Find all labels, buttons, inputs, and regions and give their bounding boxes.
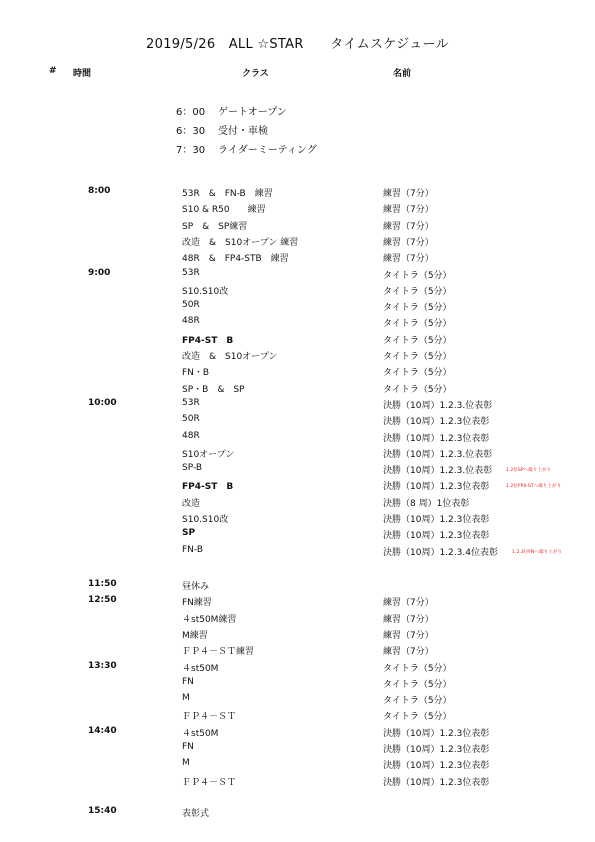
table-row bbox=[0, 709, 595, 725]
preliminary-item bbox=[176, 141, 317, 156]
row-class: FN練習 bbox=[182, 598, 212, 609]
row-time: 10:00 bbox=[88, 397, 117, 408]
row-name: タイトラ（5分） bbox=[383, 712, 452, 723]
preliminary-time: 6：30 bbox=[176, 126, 206, 137]
row-class: S10.S10改 bbox=[182, 515, 229, 525]
row-time: 15:40 bbox=[88, 806, 117, 816]
row-class: FP4-ST B bbox=[182, 335, 234, 346]
table-row bbox=[0, 496, 595, 512]
row-name: 練習（7分） bbox=[383, 237, 434, 248]
row-class: 改造 & S10オープン bbox=[182, 352, 278, 362]
table-row bbox=[0, 219, 595, 235]
row-class: ４st50M bbox=[182, 728, 219, 739]
preliminary-time: 7：30 bbox=[176, 145, 206, 156]
row-name: タイトラ（5分） bbox=[383, 286, 452, 297]
row-note: 1.2.3位FNへ繰り上がり bbox=[512, 549, 562, 555]
row-name: タイトラ（5分） bbox=[383, 368, 452, 379]
row-name: タイトラ（5分） bbox=[383, 352, 452, 362]
preliminary-label: 受付・車検 bbox=[218, 126, 268, 137]
table-row bbox=[0, 693, 595, 709]
row-class: SP-B bbox=[182, 463, 203, 474]
row-class: 48R bbox=[182, 430, 200, 441]
table-row bbox=[0, 726, 595, 742]
table-row bbox=[0, 235, 595, 251]
row-class: 48R bbox=[182, 316, 200, 327]
row-class: M bbox=[182, 758, 190, 769]
row-class: M練習 bbox=[182, 630, 208, 641]
row-name: 決勝（10周）1.2.3位表彰 bbox=[383, 531, 490, 542]
table-row bbox=[0, 382, 595, 398]
row-class: FN・B bbox=[182, 368, 210, 379]
table-row bbox=[0, 251, 595, 267]
table-row bbox=[0, 528, 595, 544]
row-class: 表彰式 bbox=[182, 809, 210, 819]
table-row bbox=[0, 414, 595, 430]
row-class: M bbox=[182, 693, 190, 704]
row-name: 決勝（10周）1.2.3位表彰 bbox=[383, 777, 490, 788]
row-name: 練習（7分） bbox=[383, 205, 434, 216]
table-row bbox=[0, 742, 595, 758]
preliminary-time: 6：00 bbox=[176, 107, 206, 118]
table-row bbox=[0, 512, 595, 528]
row-class: FN bbox=[182, 676, 194, 687]
row-class: 改造 bbox=[182, 498, 201, 509]
document-title: 2019/5/26 ALL ☆STAR タイムスケジュール bbox=[146, 37, 449, 52]
row-name: 練習（7分） bbox=[383, 598, 434, 609]
row-class: S10 & R50 練習 bbox=[182, 205, 266, 216]
row-name: 練習（7分） bbox=[383, 221, 434, 232]
row-name: 決勝（10周）1.2.3位表彰 bbox=[383, 728, 490, 739]
row-name: 決勝（10周）1.2.3位表彰 bbox=[383, 417, 490, 428]
header-num: # bbox=[49, 66, 57, 76]
row-class: ＦＰ４－ＳＴ bbox=[182, 777, 237, 788]
table-row bbox=[0, 545, 595, 561]
row-class: 48R & FP4-STB 練習 bbox=[182, 254, 289, 265]
table-row bbox=[0, 806, 595, 822]
table-row bbox=[0, 431, 595, 447]
row-name: 練習（7分） bbox=[383, 647, 434, 658]
row-name: 練習（7分） bbox=[383, 630, 434, 641]
row-name: 決勝（10周）1.2.3位表彰 bbox=[383, 745, 490, 755]
row-name: タイトラ（5分） bbox=[383, 303, 452, 314]
row-time: 8:00 bbox=[88, 186, 111, 196]
table-row bbox=[0, 628, 595, 644]
row-class: 50R bbox=[182, 414, 200, 425]
row-name: 決勝（10周）1.2.3.位表彰 bbox=[383, 449, 493, 460]
row-class: SP・B & SP bbox=[182, 384, 245, 395]
row-name: 練習（7分） bbox=[383, 254, 434, 265]
table-row bbox=[0, 463, 595, 479]
header-class: クラス bbox=[242, 69, 269, 79]
row-class: SP & SP練習 bbox=[182, 221, 248, 232]
header-time: 時間 bbox=[73, 69, 92, 79]
row-class: S10オープン bbox=[182, 449, 235, 460]
row-name: 決勝（8 周）1位表彰 bbox=[383, 498, 470, 509]
row-name: 決勝（10周）1.2.3位表彰 bbox=[383, 515, 490, 525]
row-class: FN-B bbox=[182, 544, 204, 555]
table-row bbox=[0, 316, 595, 332]
row-name: 練習（7分） bbox=[383, 189, 434, 199]
row-class: ４st50M bbox=[182, 663, 219, 674]
row-name: タイトラ（5分） bbox=[383, 270, 452, 281]
table-row bbox=[0, 612, 595, 628]
header-name: 名前 bbox=[393, 69, 412, 79]
table-row bbox=[0, 595, 595, 611]
row-time: 12:50 bbox=[88, 595, 117, 606]
row-class: 昼休み bbox=[182, 582, 210, 592]
table-row bbox=[0, 579, 595, 595]
row-note: 1.2位FP4-STへ繰り上がり bbox=[506, 484, 562, 490]
table-row bbox=[0, 202, 595, 218]
table-row bbox=[0, 365, 595, 381]
row-class: 改造 & S10オープン 練習 bbox=[182, 237, 299, 248]
row-name: タイトラ（5分） bbox=[383, 696, 452, 707]
row-time: 14:40 bbox=[88, 725, 117, 736]
row-name: 決勝（10周）1.2.3.位表彰 bbox=[383, 400, 493, 411]
row-class: ＦＰ４－ＳＴ bbox=[182, 712, 237, 723]
table-row bbox=[0, 300, 595, 316]
table-row bbox=[0, 349, 595, 365]
table-row bbox=[0, 677, 595, 693]
row-class: ＦＰ４－ＳＴ練習 bbox=[182, 647, 255, 658]
table-row bbox=[0, 447, 595, 463]
row-name: タイトラ（5分） bbox=[383, 679, 452, 690]
table-row bbox=[0, 268, 595, 284]
row-note: 1.2位SPへ繰り上がり bbox=[506, 468, 552, 474]
table-row bbox=[0, 186, 595, 202]
row-name: タイトラ（5分） bbox=[383, 335, 452, 346]
table-row bbox=[0, 758, 595, 774]
row-class: S10.S10改 bbox=[182, 286, 229, 297]
preliminary-item bbox=[176, 103, 287, 118]
row-class: 53R bbox=[182, 397, 200, 408]
row-time: 13:30 bbox=[88, 660, 117, 671]
row-name: タイトラ（5分） bbox=[383, 663, 452, 674]
table-row bbox=[0, 661, 595, 677]
row-name: 決勝（10周）1.2.3位表彰 bbox=[383, 482, 490, 493]
row-name: タイトラ（5分） bbox=[383, 384, 452, 395]
row-class: ４st50M練習 bbox=[182, 614, 237, 625]
preliminary-label: ライダーミーティング bbox=[218, 145, 317, 156]
row-name: 決勝（10周）1.2.3位表彰 bbox=[383, 761, 490, 772]
table-row bbox=[0, 333, 595, 349]
row-name: 決勝（10周）1.2.3位表彰 bbox=[383, 433, 490, 444]
table-row bbox=[0, 479, 595, 495]
row-class: 53R & FN-B 練習 bbox=[182, 189, 273, 199]
row-name: タイトラ（5分） bbox=[383, 319, 452, 330]
row-class: 53R bbox=[182, 267, 200, 278]
table-row bbox=[0, 284, 595, 300]
row-name: 決勝（10周）1.2.3.4位表彰 bbox=[383, 547, 498, 558]
preliminary-item bbox=[176, 122, 268, 137]
row-name: 練習（7分） bbox=[383, 614, 434, 625]
table-row bbox=[0, 644, 595, 660]
table-row bbox=[0, 775, 595, 791]
preliminary-label: ゲートオープン bbox=[218, 107, 287, 118]
row-time: 11:50 bbox=[88, 579, 117, 589]
row-class: FN bbox=[182, 742, 194, 752]
row-time: 9:00 bbox=[88, 267, 111, 278]
table-row bbox=[0, 398, 595, 414]
row-name: 決勝（10周）1.2.3.位表彰 bbox=[383, 466, 493, 477]
row-class: SP bbox=[182, 528, 196, 539]
row-class: FP4-ST B bbox=[182, 482, 234, 493]
row-class: 50R bbox=[182, 300, 200, 311]
